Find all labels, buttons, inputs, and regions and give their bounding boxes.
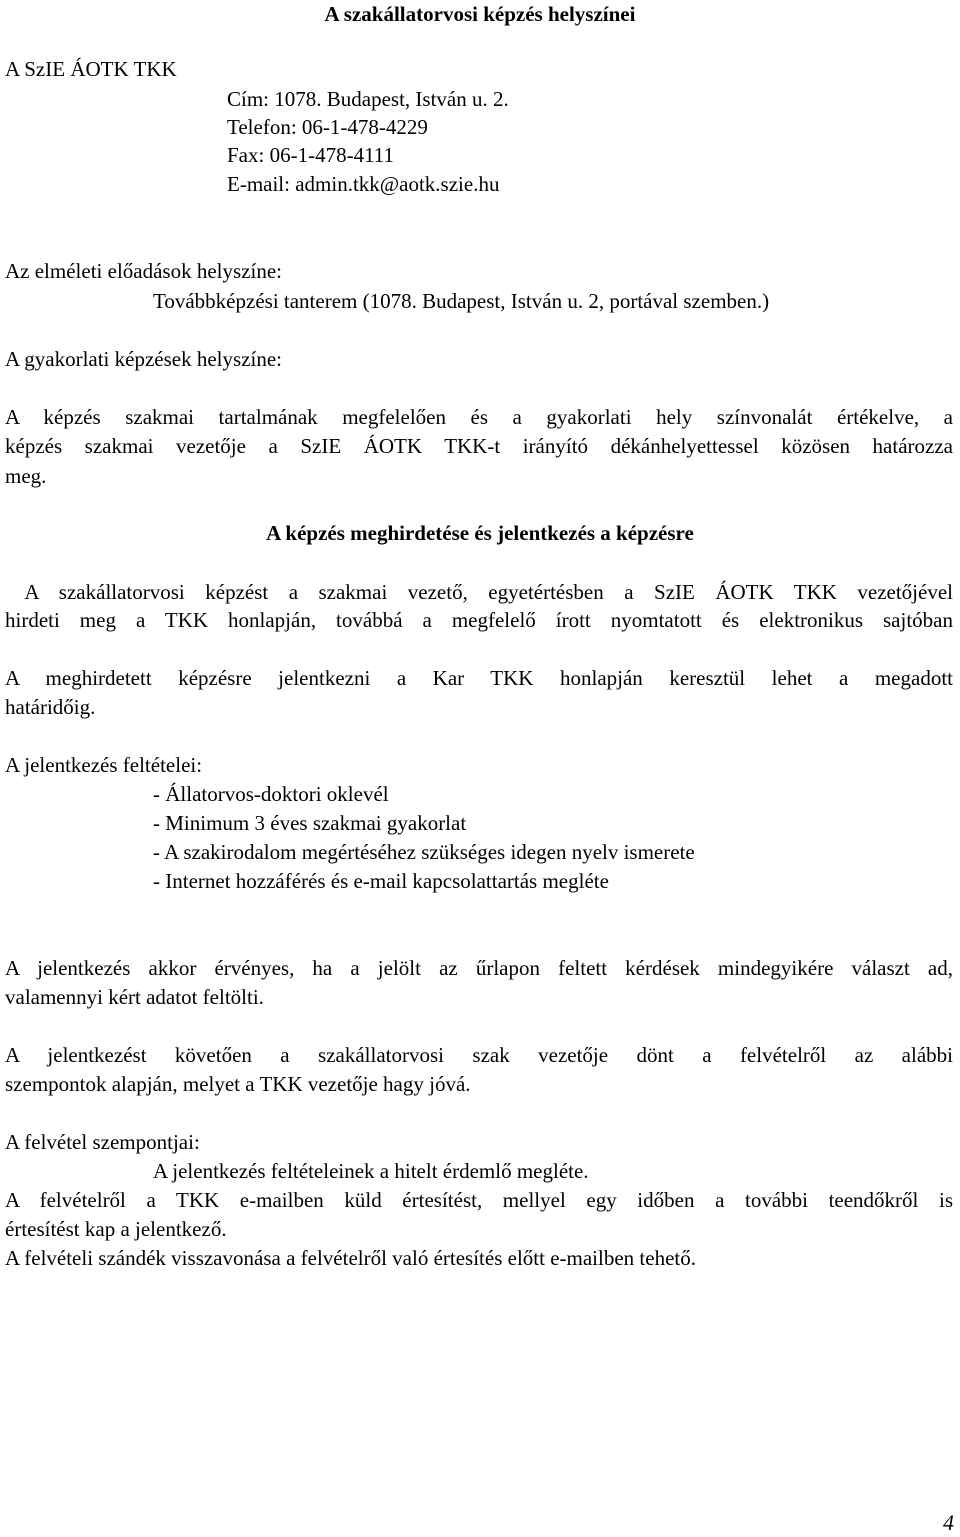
admission-criteria-value: A jelentkezés feltételeinek a hitelt érdemlő megléte. [153, 1159, 589, 1183]
validity-line: valamennyi kért adatot feltölti. [5, 985, 264, 1009]
practice-location-line: képzés szakmai vezetője a SzIE ÁOTK TKK-t irányító dékánhelyettessel közösen határozza [5, 434, 953, 458]
withdrawal-text: A felvételi szándék visszavonása a felvételről való értesítés előtt e-mailben tehető. [5, 1246, 696, 1270]
page-number: 4 [943, 1510, 954, 1535]
practice-location-line: meg. [5, 464, 47, 488]
registration-line: A meghirdetett képzésre jelentkezni a Kar TKK honlapján keresztül lehet a megadott [5, 666, 953, 690]
notification-line: A felvételről a TKK e-mailben küld értesítést, mellyel egy időben a további teendőkről is [5, 1188, 953, 1212]
section-heading: A képzés meghirdetése és jelentkezés a képzésre [266, 521, 694, 545]
requirement-item: - Minimum 3 éves szakmai gyakorlat [153, 811, 467, 835]
requirement-item: - Állatorvos-doktori oklevél [153, 782, 389, 806]
registration-line: határidőig. [5, 695, 96, 719]
admission-criteria-label: A felvétel szempontjai: [5, 1130, 200, 1154]
practice-location-line: A képzés szakmai tartalmának megfelelően és a gyakorlati hely színvonalát értékelve, a [5, 405, 953, 429]
requirement-item: - A szakirodalom megértéséhez szükséges idegen nyelv ismerete [153, 840, 695, 864]
decision-line: A jelentkezést követően a szakállatorvosi szak vezetője dönt a felvételről az alábbi [5, 1043, 953, 1067]
institution-name: A SzIE ÁOTK TKK [5, 57, 177, 81]
institution-phone: Telefon: 06-1-478-4229 [227, 115, 428, 139]
institution-fax: Fax: 06-1-478-4111 [227, 143, 395, 167]
requirement-item: - Internet hozzáférés és e-mail kapcsolattartás megléte [153, 869, 609, 893]
institution-address: Cím: 1078. Budapest, István u. 2. [227, 87, 509, 111]
announcement-line: hirdeti meg a TKK honlapján, továbbá a megfelelő írott nyomtatott és elektronikus sajtóban [5, 608, 953, 632]
announcement-line: A szakállatorvosi képzést a szakmai vezető, egyetértésben a SzIE ÁOTK TKK vezetőjével [5, 580, 953, 604]
notification-line: értesítést kap a jelentkező. [5, 1217, 227, 1241]
requirements-label: A jelentkezés feltételei: [5, 753, 203, 777]
decision-line: szempontok alapján, melyet a TKK vezetője hagy jóvá. [5, 1072, 471, 1096]
institution-email: E-mail: admin.tkk@aotk.szie.hu [227, 172, 500, 196]
validity-line: A jelentkezés akkor érvényes, ha a jelölt az űrlapon feltett kérdések mindegyikére választ ad, [5, 956, 953, 980]
practice-location-label: A gyakorlati képzések helyszíne: [5, 347, 282, 371]
theory-location-value: Továbbképzési tanterem (1078. Budapest, István u. 2, portával szemben.) [153, 289, 770, 313]
theory-location-label: Az elméleti előadások helyszíne: [5, 259, 282, 283]
page-title: A szakállatorvosi képzés helyszínei [324, 2, 636, 26]
